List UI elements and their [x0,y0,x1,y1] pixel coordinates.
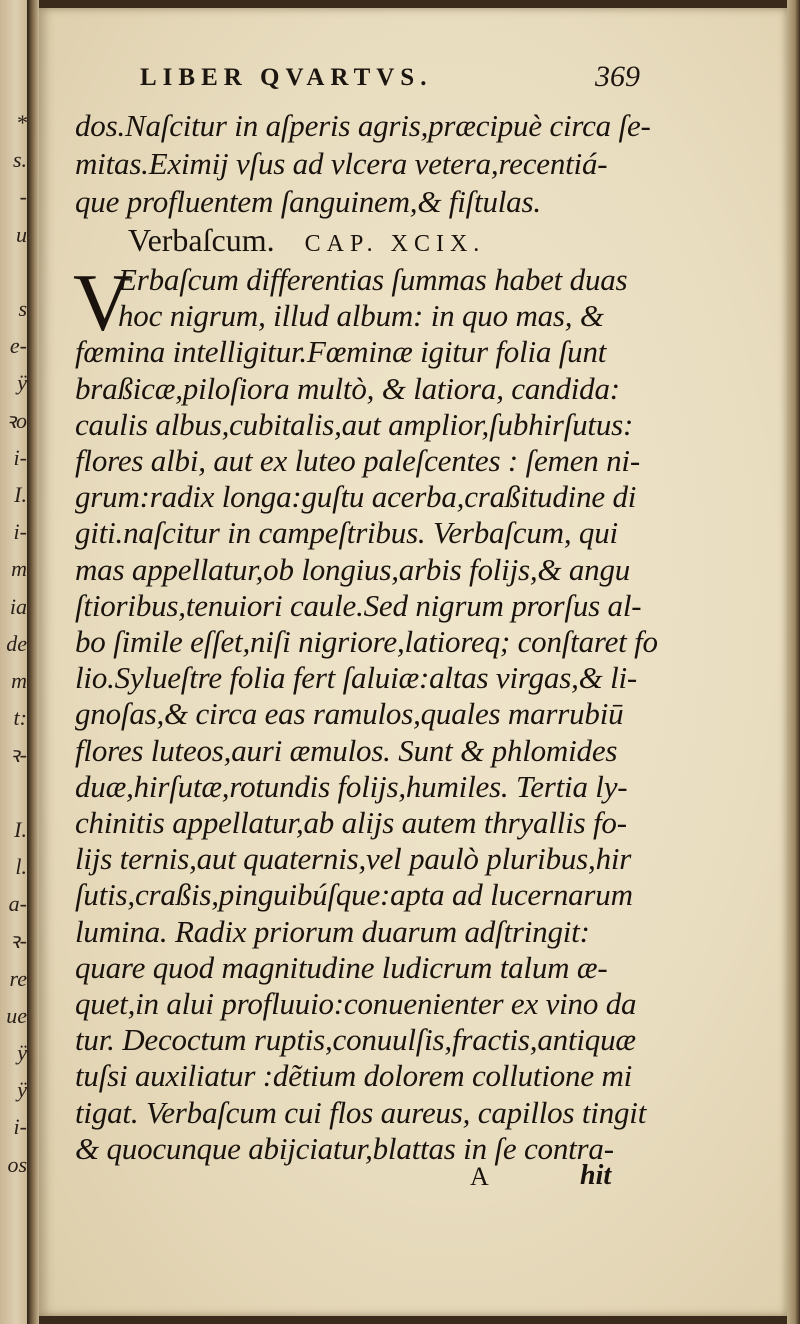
text-line: dos.Naſcitur in aſperis agris,præcipuè circa ſe- [75,108,651,143]
facing-page-fragment: s. [12,147,27,173]
text-line: ſtioribus,tenuiori caule.Sed nigrum prorſus al- [75,587,642,623]
facing-page-fragment: I. [14,816,27,842]
facing-page-fragment: os [7,1151,27,1177]
text-line: bo ſimile eſſet,niſi nigriore,latioreq; conſtaret fo [75,624,658,659]
facing-page-fragment: * [16,110,27,135]
page-number: 369 [595,60,640,93]
drop-initial: V [73,257,133,348]
text-line: flores albi, aut ex luteo paleſcentes : ſemen ni- [75,443,640,478]
facing-page-fragment: i- [13,1114,27,1140]
book-gutter [27,0,39,1324]
facing-page-fragment: ÿ [17,370,27,396]
facing-page-fragment: t: [13,705,27,731]
facing-page-fragment: m [11,668,27,693]
facing-page-fragment: ꝛ- [9,742,27,768]
facing-page-fragment: l. [15,854,27,879]
facing-page-fragment: ÿ [17,1077,27,1103]
facing-page-fragment: de [6,630,27,656]
chapter-title: Verbaſcum. [128,222,275,258]
text-line: flores luteos,auri æmulos. Sunt & phlomides [75,732,618,768]
facing-page-edge [0,0,27,1324]
catchword: hit [580,1160,612,1191]
facing-page-fragment: i- [13,519,27,545]
facing-page-fragment: I. [14,482,27,507]
facing-page-fragment: u [16,221,27,247]
text-line: mitas.Eximij vſus ad vlcera vetera,recentiá- [75,146,608,181]
text-line: Erbaſcum differentias ſummas habet duas [118,262,628,297]
text-line: giti.naſcitur in campeſtribus. Verbaſcum, qui [75,515,618,551]
running-title: LIBER QVARTVS. [140,64,433,91]
facing-page-fragment: - [19,184,27,210]
text-line: duæ,hirſutæ,rotundis folijs,humiles. Tertia ly- [75,768,628,804]
text-line: fœmina intelligitur.Fœminæ igitur folia ſunt [75,334,607,370]
text-line: chinitis appellatur,ab alijs autem thryallis fo- [75,805,627,840]
facing-page-fragment: ꝛ- [9,928,27,954]
text-line: lumina. Radix priorum duarum adſtringit: [75,913,590,949]
chapter-number: CAP. XCIX. [304,231,486,257]
text-line: gnoſas,& circa eas ramulos,quales marrubiū [75,696,624,732]
text-line: mas appellatur,ob longius,arbis folijs,& angu [75,551,631,587]
facing-page-fragment: a- [8,891,27,917]
text-line: lio.Sylueſtre folia fert ſaluiæ:altas virgas,& li- [75,660,638,696]
text-line: & quocunque abijciatur,blattas in ſe contra- [75,1130,614,1166]
text-line: lijs ternis,aut quaternis,vel paulò pluribus,hir [75,841,632,877]
chapter-heading [128,222,485,259]
facing-page-fragment: m [11,556,27,582]
facing-page-fragment: ꝛo [5,407,27,433]
signature-mark: A [470,1162,489,1191]
text-line: grum:radix longa:guſtu acerba,craßitudine di [75,479,637,515]
text-line: tur. Decoctum ruptis,conuulſis,fractis,antiquæ [75,1022,636,1058]
facing-page-fragment: ia [9,593,27,619]
facing-page-fragment: ue [6,1002,27,1028]
facing-page-fragment: ÿ [17,1040,27,1065]
page-edge-right [787,0,800,1324]
text-line: hoc nigrum, illud album: in quo mas, & [118,298,604,334]
text-line: tigat. Verbaſcum cui flos aureus, capillos tingit [75,1094,647,1130]
text-line: que profluentem ſanguinem,& fiſtulas. [75,184,541,219]
facing-page-fragment: i- [13,444,27,470]
text-line: tuſsi auxiliatur :dẽtium dolorem collutione mi [75,1058,633,1094]
facing-page-fragment: e- [9,333,27,359]
text-line: quet,in alui profluuio:conuenienter ex vino da [75,986,637,1021]
page-header [140,60,640,100]
text-line: caulis albus,cubitalis,aut amplior,ſubhirſutus: [75,406,634,442]
text-line: ſutis,craßis,pinguibúſque:apta ad lucernarum [75,877,633,913]
text-line: quare quod magnitudine ludicrum talum æ- [75,949,608,985]
text-line: braßicæ,piloſiora multò, & latiora, candida: [75,370,620,406]
facing-page-fragment: s [18,296,27,321]
facing-page-fragment: re [9,965,27,991]
